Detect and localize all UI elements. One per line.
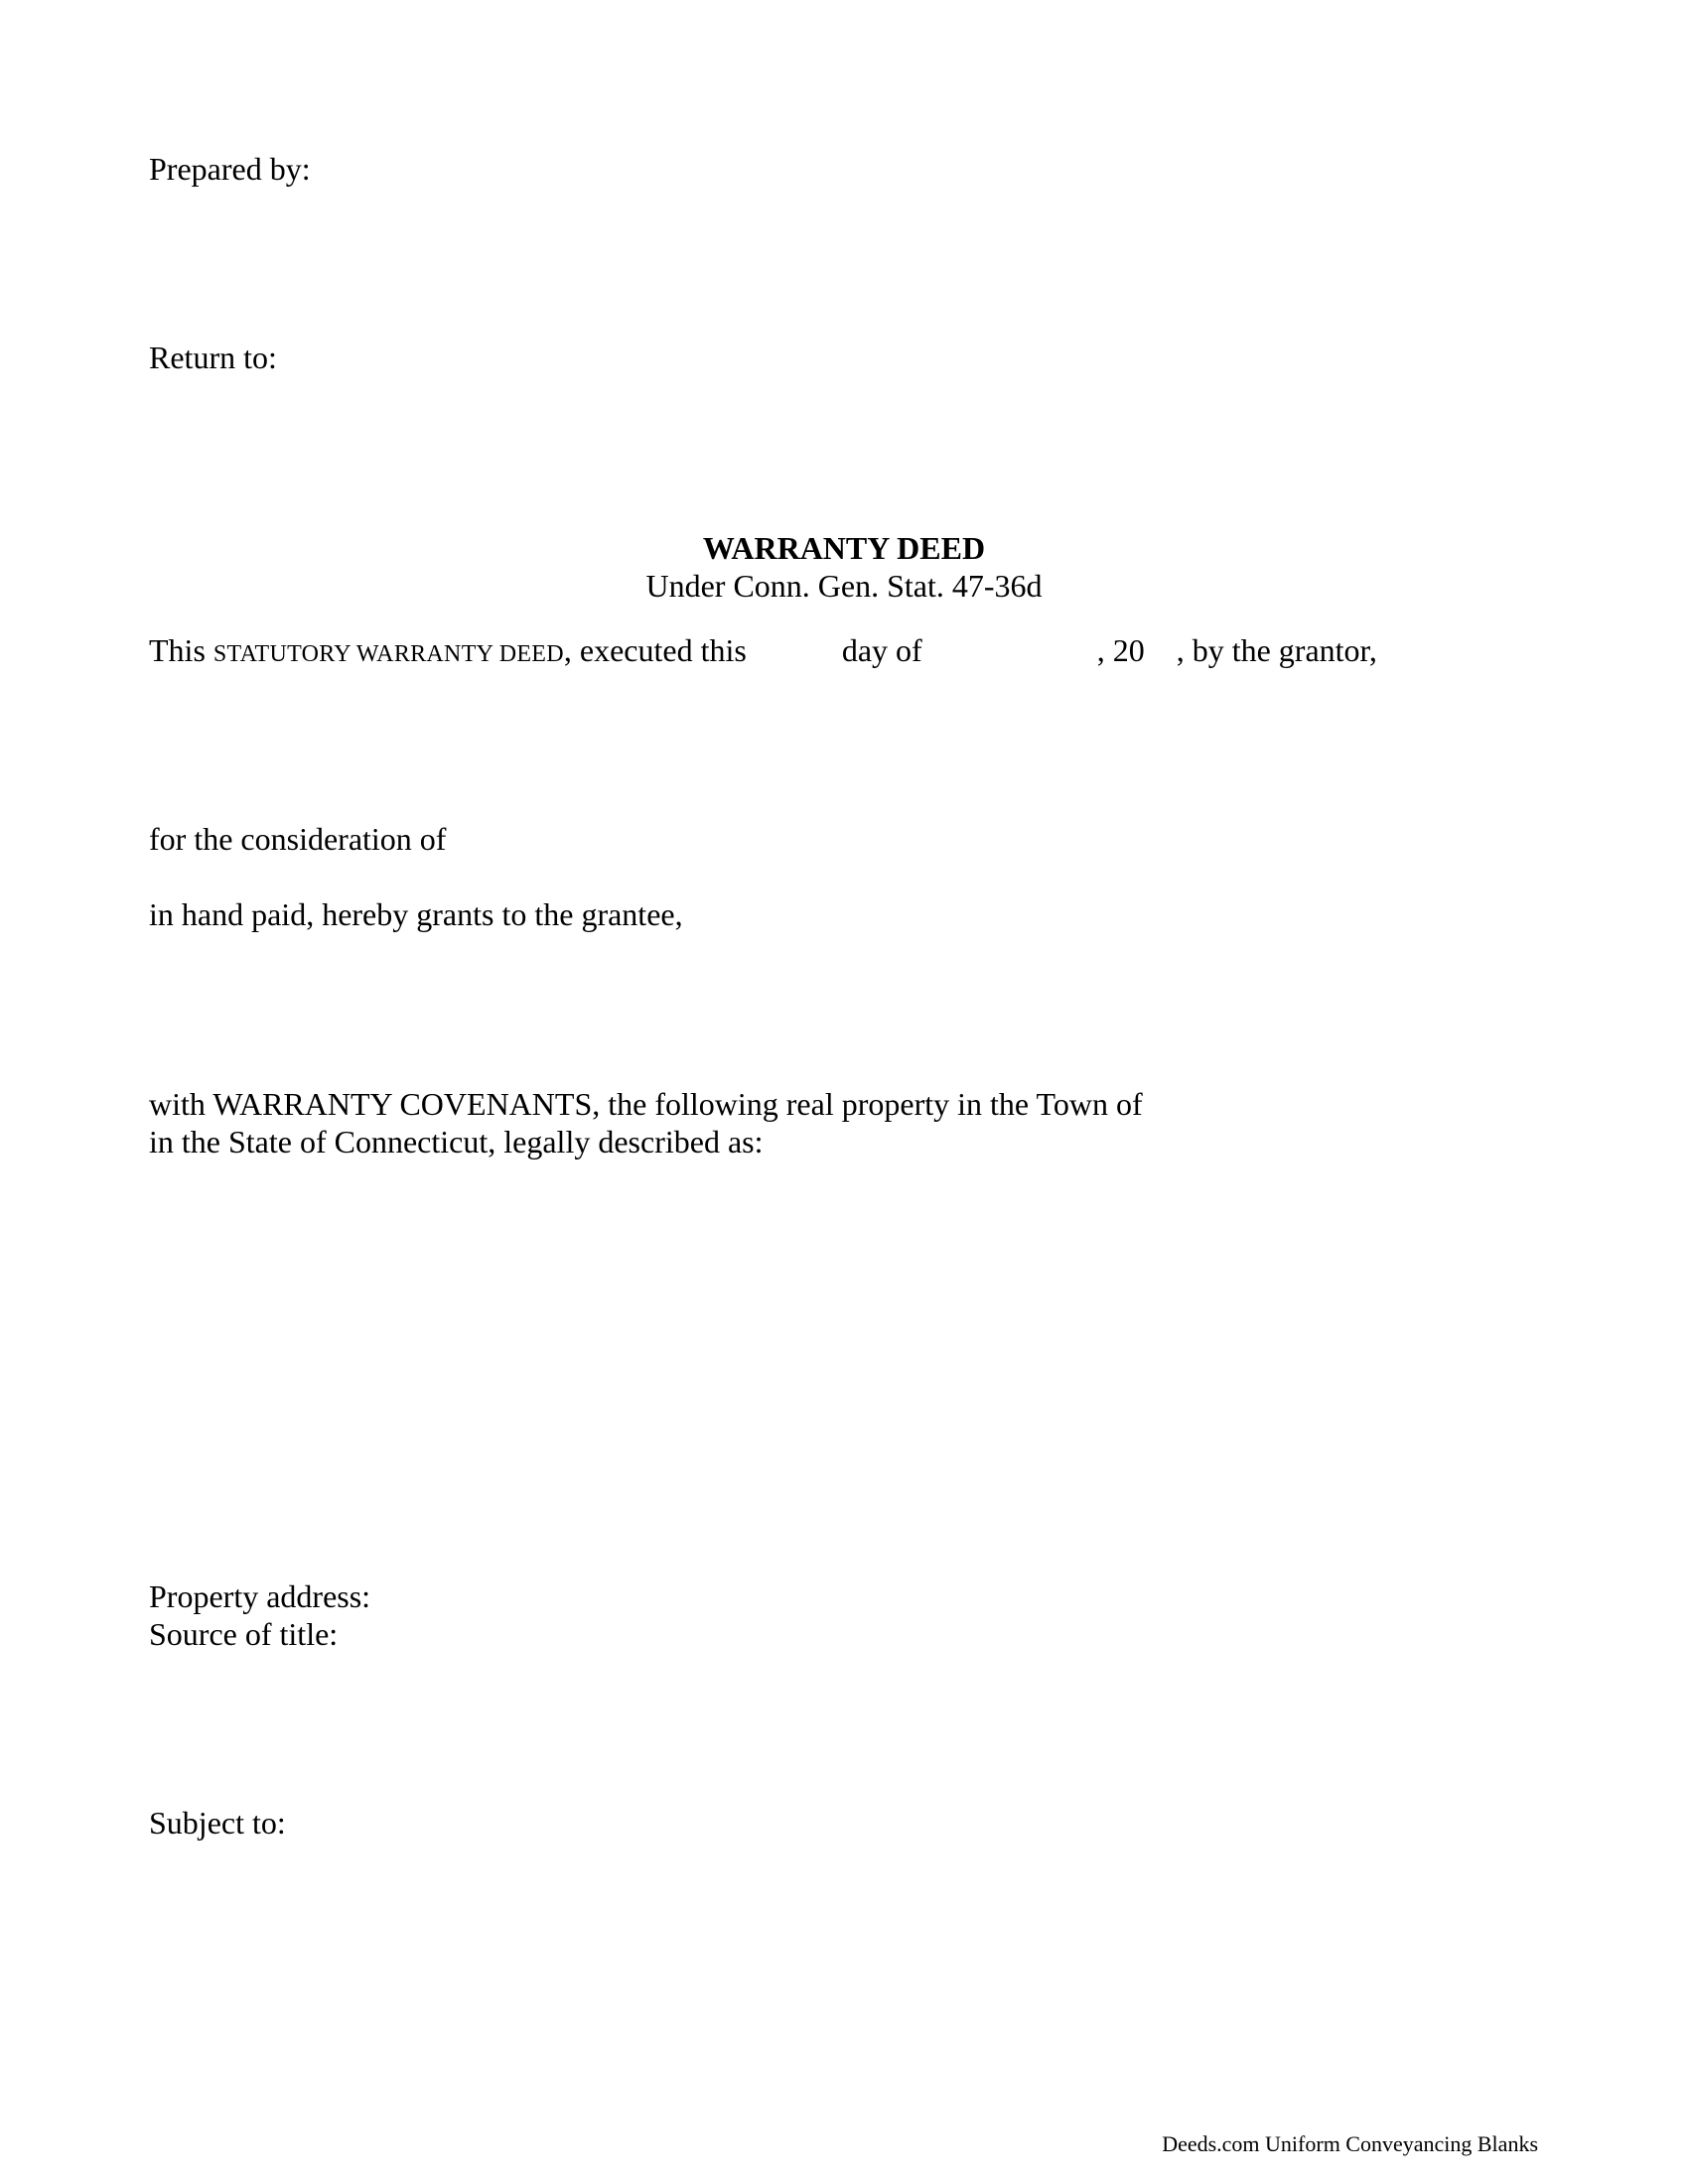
document-subtitle: Under Conn. Gen. Stat. 47-36d	[645, 568, 1043, 604]
deed-type-text: STATUTORY WARRANTY DEED	[212, 641, 564, 667]
year-prefix-text: , 20	[1096, 632, 1145, 668]
footer-text: Deeds.com Uniform Conveyancing Blanks	[1162, 2131, 1538, 2156]
day-of-text: day of	[841, 632, 922, 668]
by-grantor-text: , by the grantor,	[1176, 632, 1377, 668]
consideration-label: for the consideration of	[149, 821, 447, 857]
document-title: WARRANTY DEED	[702, 530, 986, 566]
prepared-by-label: Prepared by:	[149, 151, 311, 187]
executed-text: , executed this	[563, 632, 747, 668]
property-address-label: Property address:	[149, 1578, 371, 1614]
execution-line	[149, 631, 1377, 673]
hand-paid-text: in hand paid, hereby grants to the grantee,	[149, 896, 683, 932]
return-to-label: Return to:	[149, 340, 277, 375]
covenants-line-1: with WARRANTY COVENANTS, the following real property in the Town of	[149, 1086, 1143, 1122]
title-block	[0, 529, 1688, 605]
covenants-line-2: in the State of Connecticut, legally described as:	[149, 1124, 764, 1160]
source-of-title-label: Source of title:	[149, 1616, 339, 1652]
this-text: This	[149, 632, 206, 668]
subject-to-label: Subject to:	[149, 1805, 286, 1841]
